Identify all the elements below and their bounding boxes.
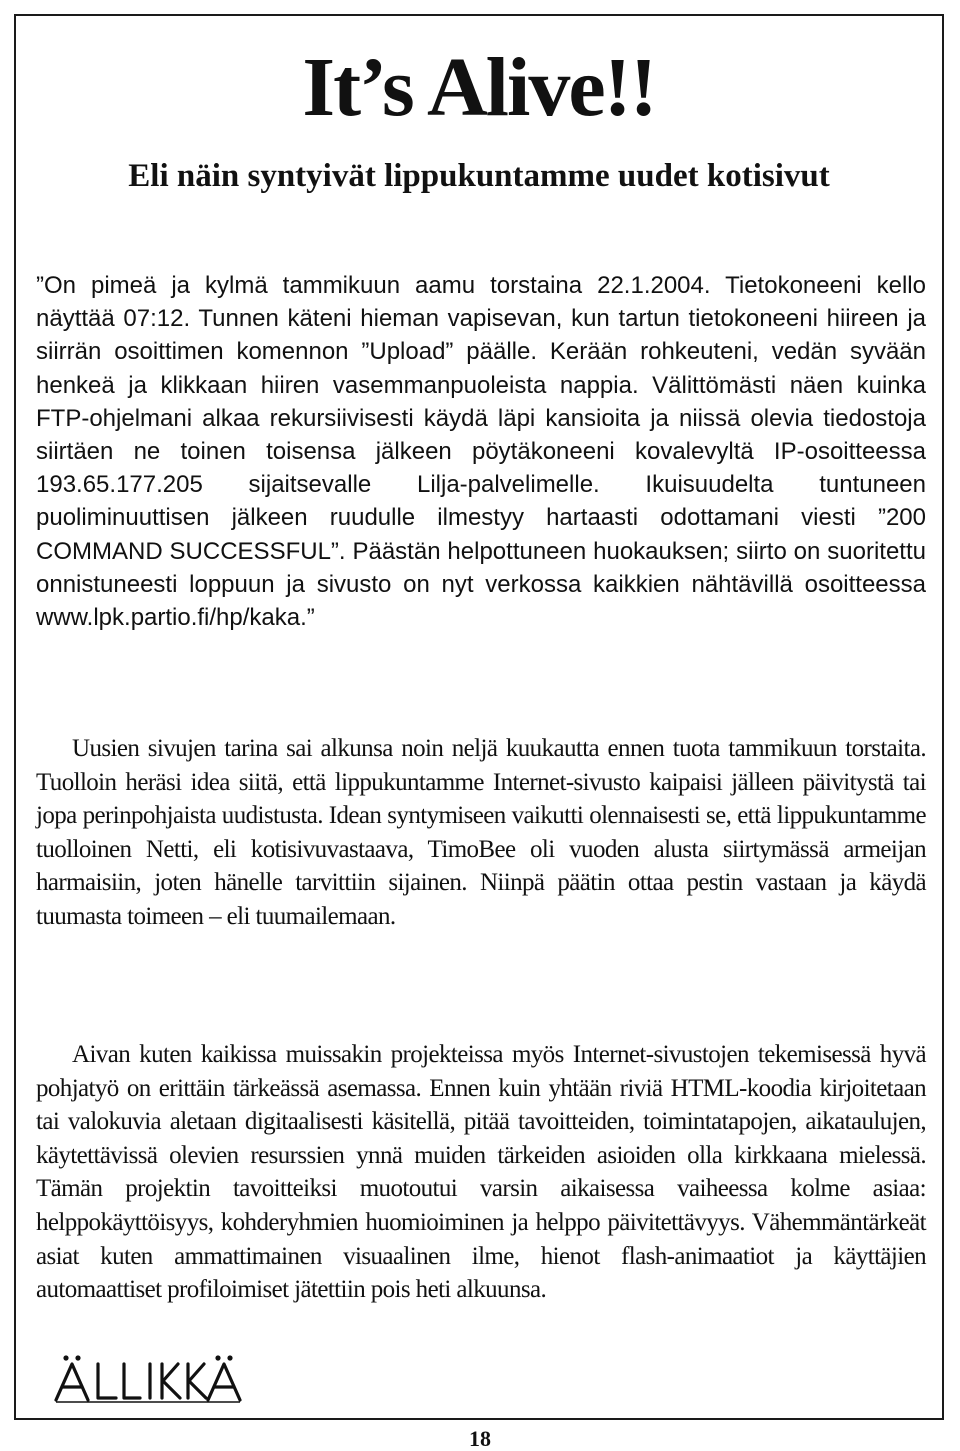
- body-paragraph: Uusien sivujen tarina sai alkunsa noin neljä kuukautta ennen tuota tammikuun torstaita. Tuolloin heräsi idea siitä, että lippukuntamme Internet-sivusto kaipaisi jälleen päivitystä tai jopa perinpohjaista uudistusta. Idean syntymiseen vaikutti olennaisesti se, että lippukuntamme tuolloinen Netti, eli kotisivuvastaava, TimoBee oli vuoden alusta siirtymässä armeijan harmaisiin, joten hänelle tarvittiin sijainen. Niinpä päätin ottaa pestin vastaan ja käydä tuumasta toimeen – eli tuumailemaan.: [36, 735, 926, 930]
- page-number: 18: [469, 1426, 491, 1451]
- article-subtitle: Eli näin syntyivät lippukuntamme uudet kotisivut: [128, 158, 830, 194]
- article-page: [14, 14, 944, 1420]
- intro-quote: ”On pimeä ja kylmä tammikuun aamu torstaina 22.1.2004. Tietokoneeni kello näyttää 07:12. Tunnen käteni hieman vapisevan, kun tartun tietokoneeni hiireen ja siirrän osoittimen komennon ”Upload” päälle. Kerään rohkeuteni, vedän syvään henkeä ja klikkaan hiiren vasemmanpuoleista nappia. Välittömästi näen kuinka FTP-ohjelmani alkaa rekursiivisesti käydä läpi kansioita ja niissä olevia tiedostoja siirtäen ne toinen toisensa jälkeen pöytäkoneeni kovalevyltä IP-osoitteessa 193.65.177.205 sijaitsevalle Lilja-palvelimelle. Ikuisuudelta tuntuneen puoliminuuttisen jälkeen ruudulle ilmestyy hartaasti odottamani viesti ”200 COMMAND SUCCESSFUL”. Päästän helpottuneen huokauksen; siirto on suoritettu onnistuneesti loppuun ja sivusto on nyt verkossa kaikkien nähtävillä osoitteessa www.lpk.partio.fi/hp/kaka.”: [36, 272, 926, 632]
- body-paragraph: Aivan kuten kaikissa muissakin projekteissa myös Internet-sivustojen tekemisessä hyvä pohjatyö on erittäin tärkeässä asemassa. Ennen kuin yhtään riviä HTML-koodia kirjoitetaan tai valokuvia aletaan digitaalisesti käsitellä, pitää tavoitteiden, toimintatapojen, aikataulujen, käytettävissä olevien resurssien ynnä muiden tärkeiden asioiden olla kirkkaana mielessä. Tämän projektin tavoitteiksi muotoutui varsin aikaisessa vaiheessa kolme asiaa: helppokäyttöisyys, kohderyhmien huomioiminen ja helppo päivitettävyys. Vähemmäntärkeät asiat kuten ammattimainen visuaalinen ilme, hienot flash-animaatiot ja käyttäjien automaattiset profiloimiset jätettiin pois heti alkuunsa.: [36, 1041, 926, 1304]
- article-title: It’s Alive!!: [302, 41, 656, 134]
- magazine-logo: [52, 1354, 242, 1404]
